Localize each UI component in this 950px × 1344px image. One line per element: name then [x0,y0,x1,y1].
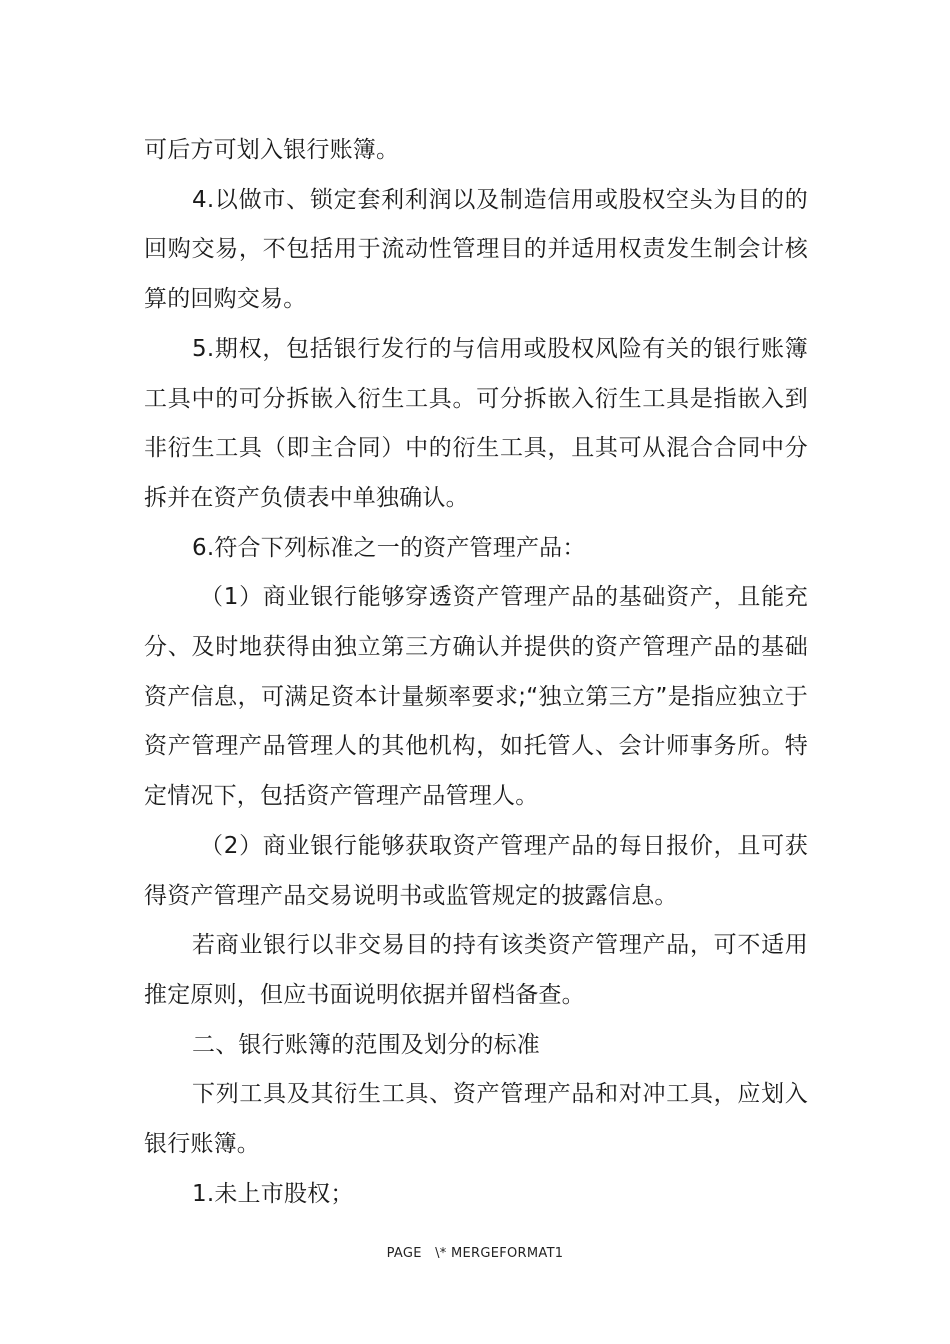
paragraph-note: 若商业银行以非交易目的持有该类资产管理产品，可不适用推定原则，但应书面说明依据并留档备查。 [144,932,808,1008]
page-number-field: PAGE \* MERGEFORMAT1 [386,1246,564,1261]
paragraph-intro: 下列工具及其衍生工具、资产管理产品和对冲工具，应划入银行账簿。 [144,1081,808,1158]
document-body [144,126,808,1219]
section-heading: 二、银行账簿的范围及划分的标准 [192,1031,540,1058]
paragraph-list-item-1: 1.未上市股权； [192,1180,354,1207]
page-footer [0,1246,950,1261]
paragraph-item-4: 4.以做市、锁定套利利润以及制造信用或股权空头为目的的回购交易，不包括用于流动性管理目的并适用权责发生制会计核算的回购交易。 [144,186,808,313]
paragraph-item-5: 5.期权，包括银行发行的与信用或股权风险有关的银行账簿工具中的可分拆嵌入衍生工具。可分拆嵌入衍生工具是指嵌入到非衍生工具（即主合同）中的衍生工具，且其可从混合合同中分拆并在资产负债表中单独确认。 [144,335,808,511]
paragraph-sub-item-1: （1）商业银行能够穿透资产管理产品的基础资产，且能充分、及时地获得由独立第三方确认并提供的资产管理产品的基础资产信息，可满足资本计量频率要求;“独立第三方”是指应独立于资产管理产品管理人的其他机构，如托管人、会计师事务所。特定情况下，包括资产管理产品管理人。 [144,584,808,810]
paragraph-continuation: 可后方可划入银行账簿。 [144,137,400,163]
paragraph-sub-item-2: （2）商业银行能够获取资产管理产品的每日报价，且可获得资产管理产品交易说明书或监管规定的披露信息。 [144,832,808,909]
paragraph-item-6: 6.符合下列标准之一的资产管理产品： [192,534,586,561]
